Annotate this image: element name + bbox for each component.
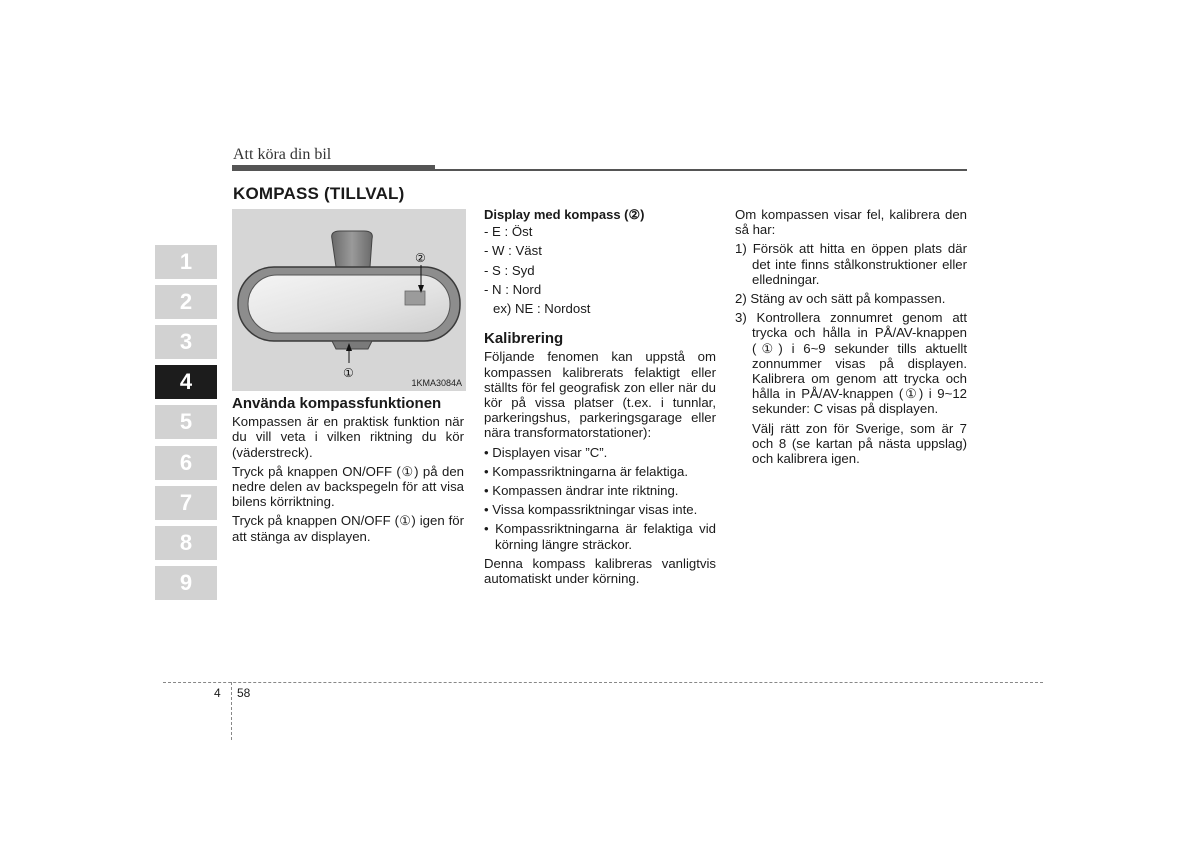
rearview-mirror-illustration: [232, 209, 466, 391]
recalibrate-intro: Om kompassen visar fel, kalibrera den så har:: [735, 207, 967, 238]
footer-rule: [163, 682, 1043, 683]
recalibrate-step-1: 1) Försök att hitta en öppen plats där det inte finns stålkonstruktioner eller elledningar.: [735, 241, 967, 287]
chapter-tab-9[interactable]: 9: [155, 566, 217, 600]
calibration-bullet: • Vissa kompassriktningar visas inte.: [484, 502, 698, 518]
callout-1: ①: [343, 366, 354, 380]
column-2: [484, 207, 716, 590]
chapter-tab-3[interactable]: 3: [155, 325, 217, 359]
section-title: Att köra din bil: [233, 146, 332, 163]
usage-para-3: Tryck på knappen ON/OFF (①) igen för att stänga av displayen.: [232, 513, 464, 544]
chapter-tab-2[interactable]: 2: [155, 285, 217, 319]
column-1: [232, 396, 464, 548]
column-3: [735, 207, 967, 470]
chapter-tab-8[interactable]: 8: [155, 526, 217, 560]
direction-west: - W : Väst: [484, 243, 542, 259]
calibration-bullet: • Kompassriktningarna är felaktiga vid körning längre sträckor.: [484, 521, 716, 552]
direction-east: - E : Öst: [484, 224, 533, 240]
page-title: KOMPASS (TILLVAL): [233, 184, 405, 203]
direction-example: ex) NE : Nordost: [493, 301, 591, 317]
header-bar: [232, 165, 435, 171]
figure-code: 1KMA3084A: [411, 378, 462, 388]
calibration-intro: Följande fenomen kan uppstå om kompassen kalibrerats felaktigt eller ställts för fel geografisk zon eller när du kör på vissa platser (t.ex. i tunnlar, parkeringshus, parkeringsgarage eller nära transformatorstationer):: [484, 349, 716, 441]
header-rule: [435, 169, 967, 171]
chapter-tab-1[interactable]: 1: [155, 245, 217, 279]
recalibrate-step-3: 3) Kontrollera zonnumret genom att trycka och hålla in PÅ/AV-knappen (①) i 6~9 sekunder tills aktuellt zonnummer visas på displayen. Kalibrera om genom att trycka och hålla in PÅ/AV-knappen (①) i 9~12 sekunder: C visas på displayen.: [735, 310, 967, 417]
footer-divider: [231, 682, 232, 740]
calibration-heading: Kalibrering: [484, 330, 564, 348]
direction-south: - S : Syd: [484, 262, 535, 278]
recalibrate-step-2: 2) Stäng av och sätt på kompassen.: [735, 291, 946, 307]
calibration-bullet: • Kompassriktningarna är felaktiga.: [484, 463, 688, 479]
page-number: 58: [237, 686, 251, 700]
display-heading: Display med kompass (②): [484, 207, 645, 222]
recalibrate-step-3-cont: Välj rätt zon för Sverige, som är 7 och 8 (se kartan på nästa uppslag) och kalibrera igen.: [752, 420, 967, 467]
callout-2: ②: [415, 251, 426, 265]
page-chapter: 4: [214, 686, 221, 700]
calibration-bullet: • Displayen visar ”C”.: [484, 444, 608, 460]
calibration-outro: Denna kompass kalibreras vanligtvis automatiskt under körning.: [484, 555, 716, 587]
chapter-tab-6[interactable]: 6: [155, 446, 217, 480]
chapter-tab-5[interactable]: 5: [155, 405, 217, 439]
calibration-bullet: • Kompassen ändrar inte riktning.: [484, 483, 679, 499]
usage-para-2: Tryck på knappen ON/OFF (①) på den nedre delen av backspegeln för att visa bilens körriktning.: [232, 463, 464, 510]
chapter-tab-4[interactable]: 4: [155, 365, 217, 399]
chapter-tab-7[interactable]: 7: [155, 486, 217, 520]
mirror-figure: [232, 209, 466, 391]
usage-heading: Använda kompassfunktionen: [232, 395, 442, 412]
direction-north: - N : Nord: [484, 281, 542, 297]
usage-para-1: Kompassen är en praktisk funktion när du vill veta i vilken riktning du kör (väderstreck).: [232, 414, 464, 460]
